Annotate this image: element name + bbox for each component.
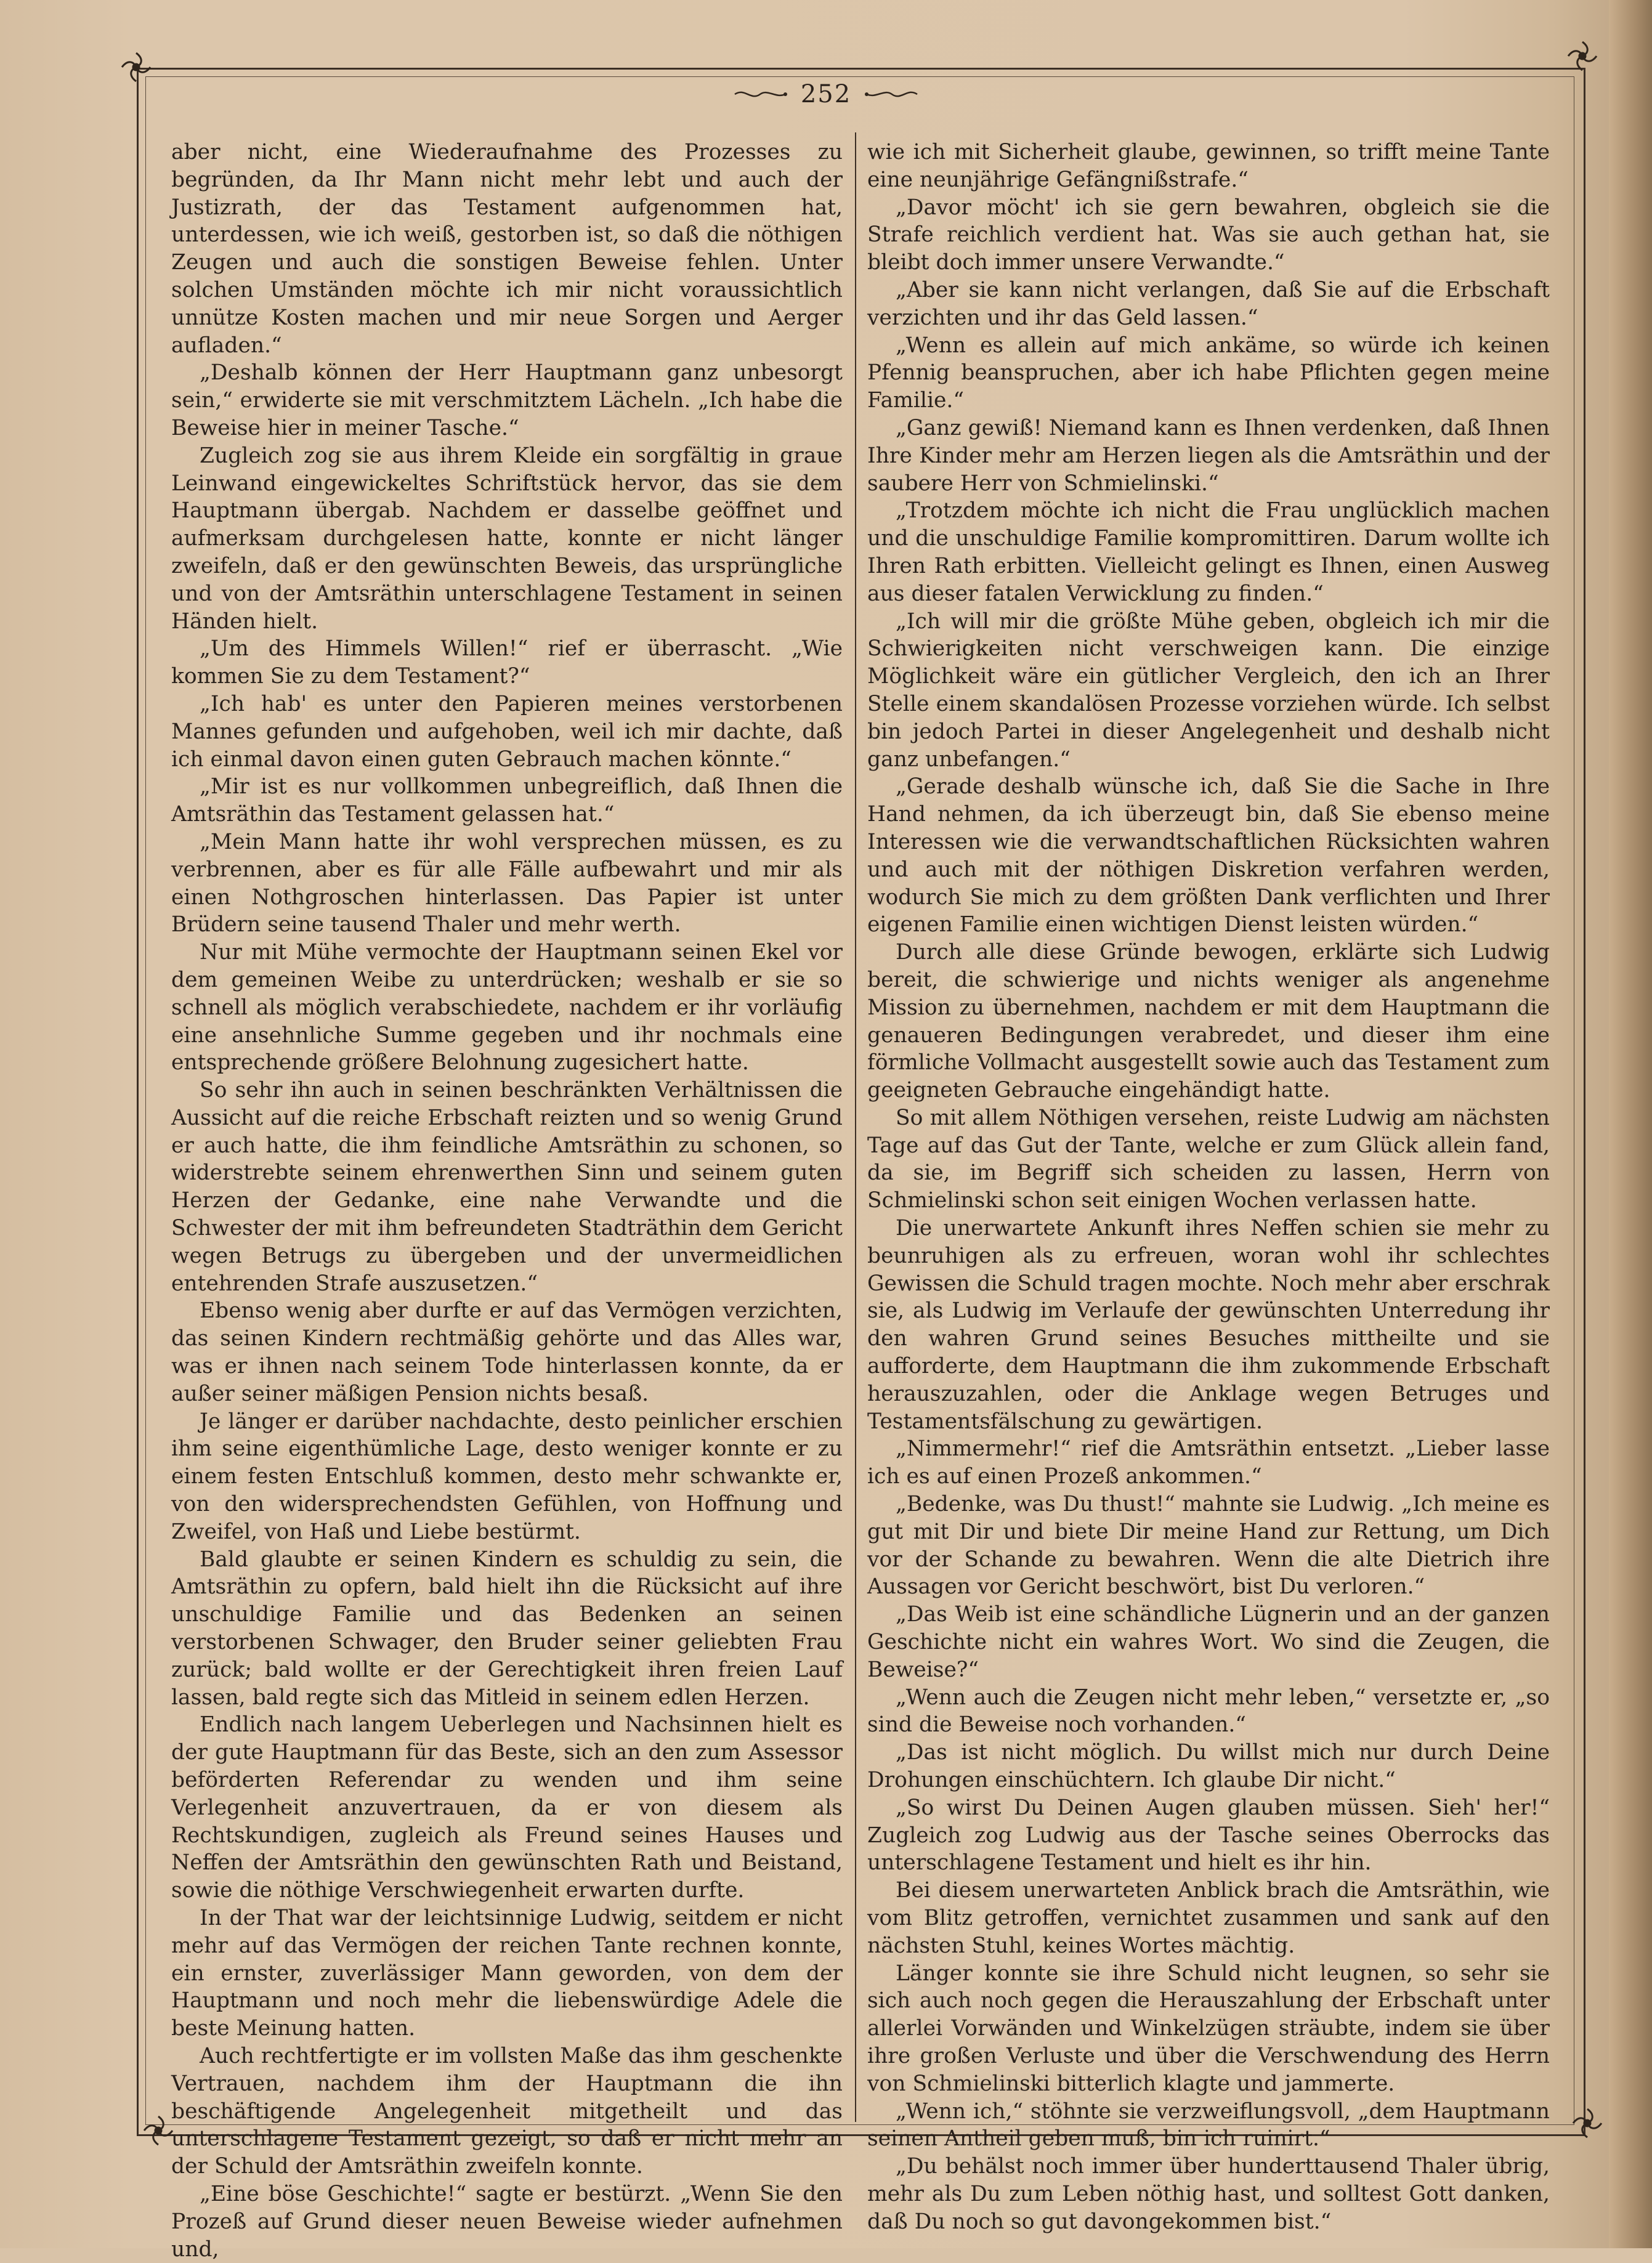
paragraph: Nur mit Mühe vermochte der Hauptmann seinen Ekel vor dem gemeinen Weibe zu unterdrücken; weshalb er sie so schnell als möglich verabschiedete, nachdem er ihr vorläufig eine ansehnliche Summe gegeben und ihr nochmals eine entsprechende größere Belohnung zugesichert hatte. bbox=[171, 940, 843, 1075]
paragraph: „Das ist nicht möglich. Du willst mich nur durch Deine Drohungen einschüchtern. Ich glaube Dir nicht.“ bbox=[867, 1740, 1550, 1793]
paragraph: wie ich mit Sicherheit glaube, gewinnen, so trifft meine Tante eine neunjährige Gefängnißstrafe.“ bbox=[867, 140, 1550, 192]
paragraph: So mit allem Nöthigen versehen, reiste Ludwig am nächsten Tage auf das Gut der Tante, welche er zum Glück allein fand, da sie, im Begriff sich scheiden zu lassen, Herrn von Schmielinski schon seit einigen Wochen verlassen hatte. bbox=[867, 1105, 1550, 1213]
paragraph: „Um des Himmels Willen!“ rief er überrascht. „Wie kommen Sie zu dem Testament?“ bbox=[171, 636, 843, 689]
paragraph: „Trotzdem möchte ich nicht die Frau unglücklich machen und die unschuldige Familie kompromittiren. Darum wollte ich Ihren Rath erbitten. Vielleicht gelingt es Ihnen, einen Ausweg aus dieser fatalen Verwicklung zu finden.“ bbox=[867, 498, 1550, 606]
column-divider bbox=[855, 132, 856, 2122]
paragraph: „Mir ist es nur vollkommen unbegreiflich, daß Ihnen die Amtsräthin das Testament gelassen hat.“ bbox=[171, 774, 843, 827]
text-column-right bbox=[867, 139, 1550, 2234]
paragraph: „Gerade deshalb wünsche ich, daß Sie die Sache in Ihre Hand nehmen, da ich überzeugt bin, daß Sie ebenso meine Interessen wie die verwandtschaftlichen Rücksichten wahren und auch mit der nöthigen Diskretion verfahren werden, wodurch Sie mich zu dem größten Dank verflichten und Ihrer eigenen Familie einen wichtigen Dienst leisten würden.“ bbox=[867, 774, 1550, 937]
paragraph: Endlich nach langem Ueberlegen und Nachsinnen hielt es der gute Hauptmann für das Beste, sich an den zum Assessor beförderten Referendar zu wenden und ihm seine Verlegenheit anzuvertrauen, da er von diesem als Rechtskundigen, zugleich als Freund seines Hauses und Neffen der Amtsräthin den gewünschten Rath und Beistand, sowie die nöthige Verschwiegenheit erwarten durfte. bbox=[171, 1712, 843, 1903]
flourish-right-icon bbox=[864, 86, 920, 102]
paragraph: „Das Weib ist eine schändliche Lügnerin und an der ganzen Geschichte nicht ein wahres Wort. Wo sind die Zeugen, die Beweise?“ bbox=[867, 1602, 1550, 1682]
corner-ornament-top-right-icon bbox=[1565, 38, 1600, 74]
paragraph: Die unerwartete Ankunft ihres Neffen schien sie mehr zu beunruhigen als zu erfreuen, woran wohl ihr schlechtes Gewissen die Schuld tragen mochte. Noch mehr aber erschrak sie, als Ludwig im Verlaufe der gewünschten Unterredung ihr den wahren Grund seines Besuches mittheilte und sie aufforderte, dem Hauptmann die ihm zukommende Erbschaft herauszuzahlen, oder die Anklage wegen Betruges und Testamentsfälschung zu gewärtigen. bbox=[867, 1216, 1550, 1434]
book-spine-shadow bbox=[1609, 0, 1652, 2248]
paragraph: „Du behälst noch immer über hunderttausend Thaler übrig, mehr als Du zum Leben nöthig hast, und solltest Gott danken, daß Du noch so gut davongekommen bist.“ bbox=[867, 2154, 1550, 2234]
paragraph: Je länger er darüber nachdachte, desto peinlicher erschien ihm seine eigenthümliche Lage, desto weniger konnte er zu einem festen Entschluß kommen, desto mehr schwankte er, von den widersprechendsten Gefühlen, von Hoffnung und Zweifel, von Haß und Liebe bestürmt. bbox=[171, 1409, 843, 1544]
paragraph: „Wenn ich,“ stöhnte sie verzweiflungsvoll, „dem Hauptmann seinen Antheil geben muß, bin ich ruinirt.“ bbox=[867, 2099, 1550, 2152]
paragraph: Bei diesem unerwarteten Anblick brach die Amtsräthin, wie vom Blitz getroffen, vernichtet zusammen und sank auf den nächsten Stuhl, keines Wortes mächtig. bbox=[867, 1878, 1550, 1958]
paragraph: „Deshalb können der Herr Hauptmann ganz unbesorgt sein,“ erwiderte sie mit verschmitztem Lächeln. „Ich habe die Beweise hier in meiner Tasche.“ bbox=[171, 360, 843, 440]
paragraph: aber nicht, eine Wiederaufnahme des Prozesses zu begründen, da Ihr Mann nicht mehr lebt und auch der Justizrath, der das Testament aufgenommen hat, unterdessen, wie ich weiß, gestorben ist, so daß die nöthigen Zeugen und auch die sonstigen Beweise fehlen. Unter solchen Umständen möchte ich mir nicht voraussichtlich unnütze Kosten machen und mir neue Sorgen und Aerger aufladen.“ bbox=[171, 140, 843, 358]
paragraph: „Wenn es allein auf mich ankäme, so würde ich keinen Pfennig beanspruchen, aber ich habe Pflichten gegen meine Familie.“ bbox=[867, 333, 1550, 413]
paragraph: „Mein Mann hatte ihr wohl versprechen müssen, es zu verbrennen, aber es für alle Fälle aufbewahrt und mir als einen Nothgroschen hinterlassen. Das Papier ist unter Brüdern seine tausend Thaler und mehr werth. bbox=[171, 829, 843, 937]
paragraph: „Ich hab' es unter den Papieren meines verstorbenen Mannes gefunden und aufgehoben, weil ich mir dachte, daß ich einmal davon einen guten Gebrauch machen könnte.“ bbox=[171, 691, 843, 772]
paragraph: So sehr ihn auch in seinen beschränkten Verhältnissen die Aussicht auf die reiche Erbschaft reizten und so wenig Grund er auch hatte, die ihm feindliche Amtsräthin zu schonen, so widerstrebte seinem ehrenwerthen Sinn und seinem guten Herzen der Gedanke, eine nahe Verwandte und die Schwester der mit ihm befreundeten Stadträthin dem Gericht wegen Betrugs zu übergeben und der unvermeidlichen entehrenden Strafe auszusetzen.“ bbox=[171, 1078, 843, 1296]
corner-ornament-bottom-right-icon bbox=[1569, 2105, 1605, 2141]
paragraph: Länger konnte sie ihre Schuld nicht leugnen, so sehr sie sich auch noch gegen die Herauszahlung der Erbschaft unter allerlei Vorwänden und Winkelzügen sträubte, indem sie über ihre großen Verluste und über die Verschwendung des Herrn von Schmielinski bitterlich klagte und jammerte. bbox=[867, 1961, 1550, 2096]
paragraph: Auch rechtfertigte er im vollsten Maße das ihm geschenkte Vertrauen, nachdem ihm der Hauptmann die ihn beschäftigende Angelegenheit mitgetheilt und das unterschlagene Testament gezeigt, so daß er nicht mehr an der Schuld der Amtsräthin zweifeln konnte. bbox=[171, 2043, 843, 2179]
paragraph: „Wenn auch die Zeugen nicht mehr leben,“ versetzte er, „so sind die Beweise noch vorhanden.“ bbox=[867, 1685, 1550, 1738]
paragraph: Zugleich zog sie aus ihrem Kleide ein sorgfältig in graue Leinwand eingewickeltes Schriftstück hervor, das sie dem Hauptmann übergab. Nachdem er dasselbe geöffnet und aufmerksam durchgelesen hatte, konnte er nicht länger zweifeln, daß er den gewünschten Beweis, das ursprüngliche und von der Amtsräthin unterschlagene Testament in seinen Händen hielt. bbox=[171, 443, 843, 634]
paragraph: „Davor möcht' ich sie gern bewahren, obgleich sie die Strafe reichlich verdient hat. Was sie auch gethan hat, sie bleibt doch immer unsere Verwandte.“ bbox=[867, 195, 1550, 275]
paragraph: Bald glaubte er seinen Kindern es schuldig zu sein, die Amtsräthin zu opfern, bald hielt ihn die Rücksicht auf ihre unschuldige Familie und das Bedenken an seinen verstorbenen Schwager, den Bruder seiner geliebten Frau zurück; bald wollte er der Gerechtigkeit ihren freien Lauf lassen, bald regte sich das Mitleid in seinem edlen Herzen. bbox=[171, 1547, 843, 1710]
paragraph: Ebenso wenig aber durfte er auf das Vermögen verzichten, das seinen Kindern rechtmäßig gehörte und das Alles war, was er ihnen nach seinem Tode hinterlassen konnte, da er außer seiner mäßigen Pension nichts besaß. bbox=[171, 1298, 843, 1406]
paragraph: In der That war der leichtsinnige Ludwig, seitdem er nicht mehr auf das Vermögen der reichen Tante rechnen konnte, ein ernster, zuverlässiger Mann geworden, von dem der Hauptmann und noch mehr die liebenswürdige Adele die beste Meinung hatten. bbox=[171, 1906, 843, 2041]
paragraph: „Ich will mir die größte Mühe geben, obgleich ich mir die Schwierigkeiten nicht verschweigen kann. Die einzige Möglichkeit wäre ein gütlicher Vergleich, den ich an Ihrer Stelle einem skandalösen Prozesse vorziehen würde. Ich selbst bin jedoch Partei in dieser Angelegenheit und deshalb nicht ganz unbefangen.“ bbox=[867, 609, 1550, 772]
page-number: 252 bbox=[800, 80, 852, 108]
text-column-left bbox=[171, 139, 843, 2262]
flourish-left-icon bbox=[732, 86, 788, 102]
paragraph: „Ganz gewiß! Niemand kann es Ihnen verdenken, daß Ihnen Ihre Kinder mehr am Herzen liegen als die Amtsräthin und der saubere Herr von Schmielinski.“ bbox=[867, 415, 1550, 496]
paragraph: „So wirst Du Deinen Augen glauben müssen. Sieh' her!“ Zugleich zog Ludwig aus der Tasche seines Oberrocks das unterschlagene Testament und hielt es ihr hin. bbox=[867, 1795, 1550, 1876]
paragraph: „Nimmermehr!“ rief die Amtsräthin entsetzt. „Lieber lasse ich es auf einen Prozeß ankommen.“ bbox=[867, 1436, 1550, 1489]
paragraph: „Bedenke, was Du thust!“ mahnte sie Ludwig. „Ich meine es gut mit Dir und biete Dir meine Hand zur Rettung, um Dich vor der Schande zu bewahren. Wenn die alte Dietrich ihre Aussagen vor Gericht beschwört, bist Du verloren.“ bbox=[867, 1492, 1550, 1600]
paragraph: „Aber sie kann nicht verlangen, daß Sie auf die Erbschaft verzichten und ihr das Geld lassen.“ bbox=[867, 277, 1550, 330]
page-header bbox=[0, 80, 1652, 117]
paragraph: Durch alle diese Gründe bewogen, erklärte sich Ludwig bereit, die schwierige und nichts weniger als angenehme Mission zu übernehmen, nachdem er mit dem Hauptmann die genaueren Bedingungen verabredet, und dieser ihm eine förmliche Vollmacht ausgestellt sowie auch das Testament zum geeigneten Gebrauche eingehändigt hatte. bbox=[867, 940, 1550, 1103]
paragraph: „Eine böse Geschichte!“ sagte er bestürzt. „Wenn Sie den Prozeß auf Grund dieser neuen Beweise wieder aufnehmen und, bbox=[171, 2181, 843, 2262]
